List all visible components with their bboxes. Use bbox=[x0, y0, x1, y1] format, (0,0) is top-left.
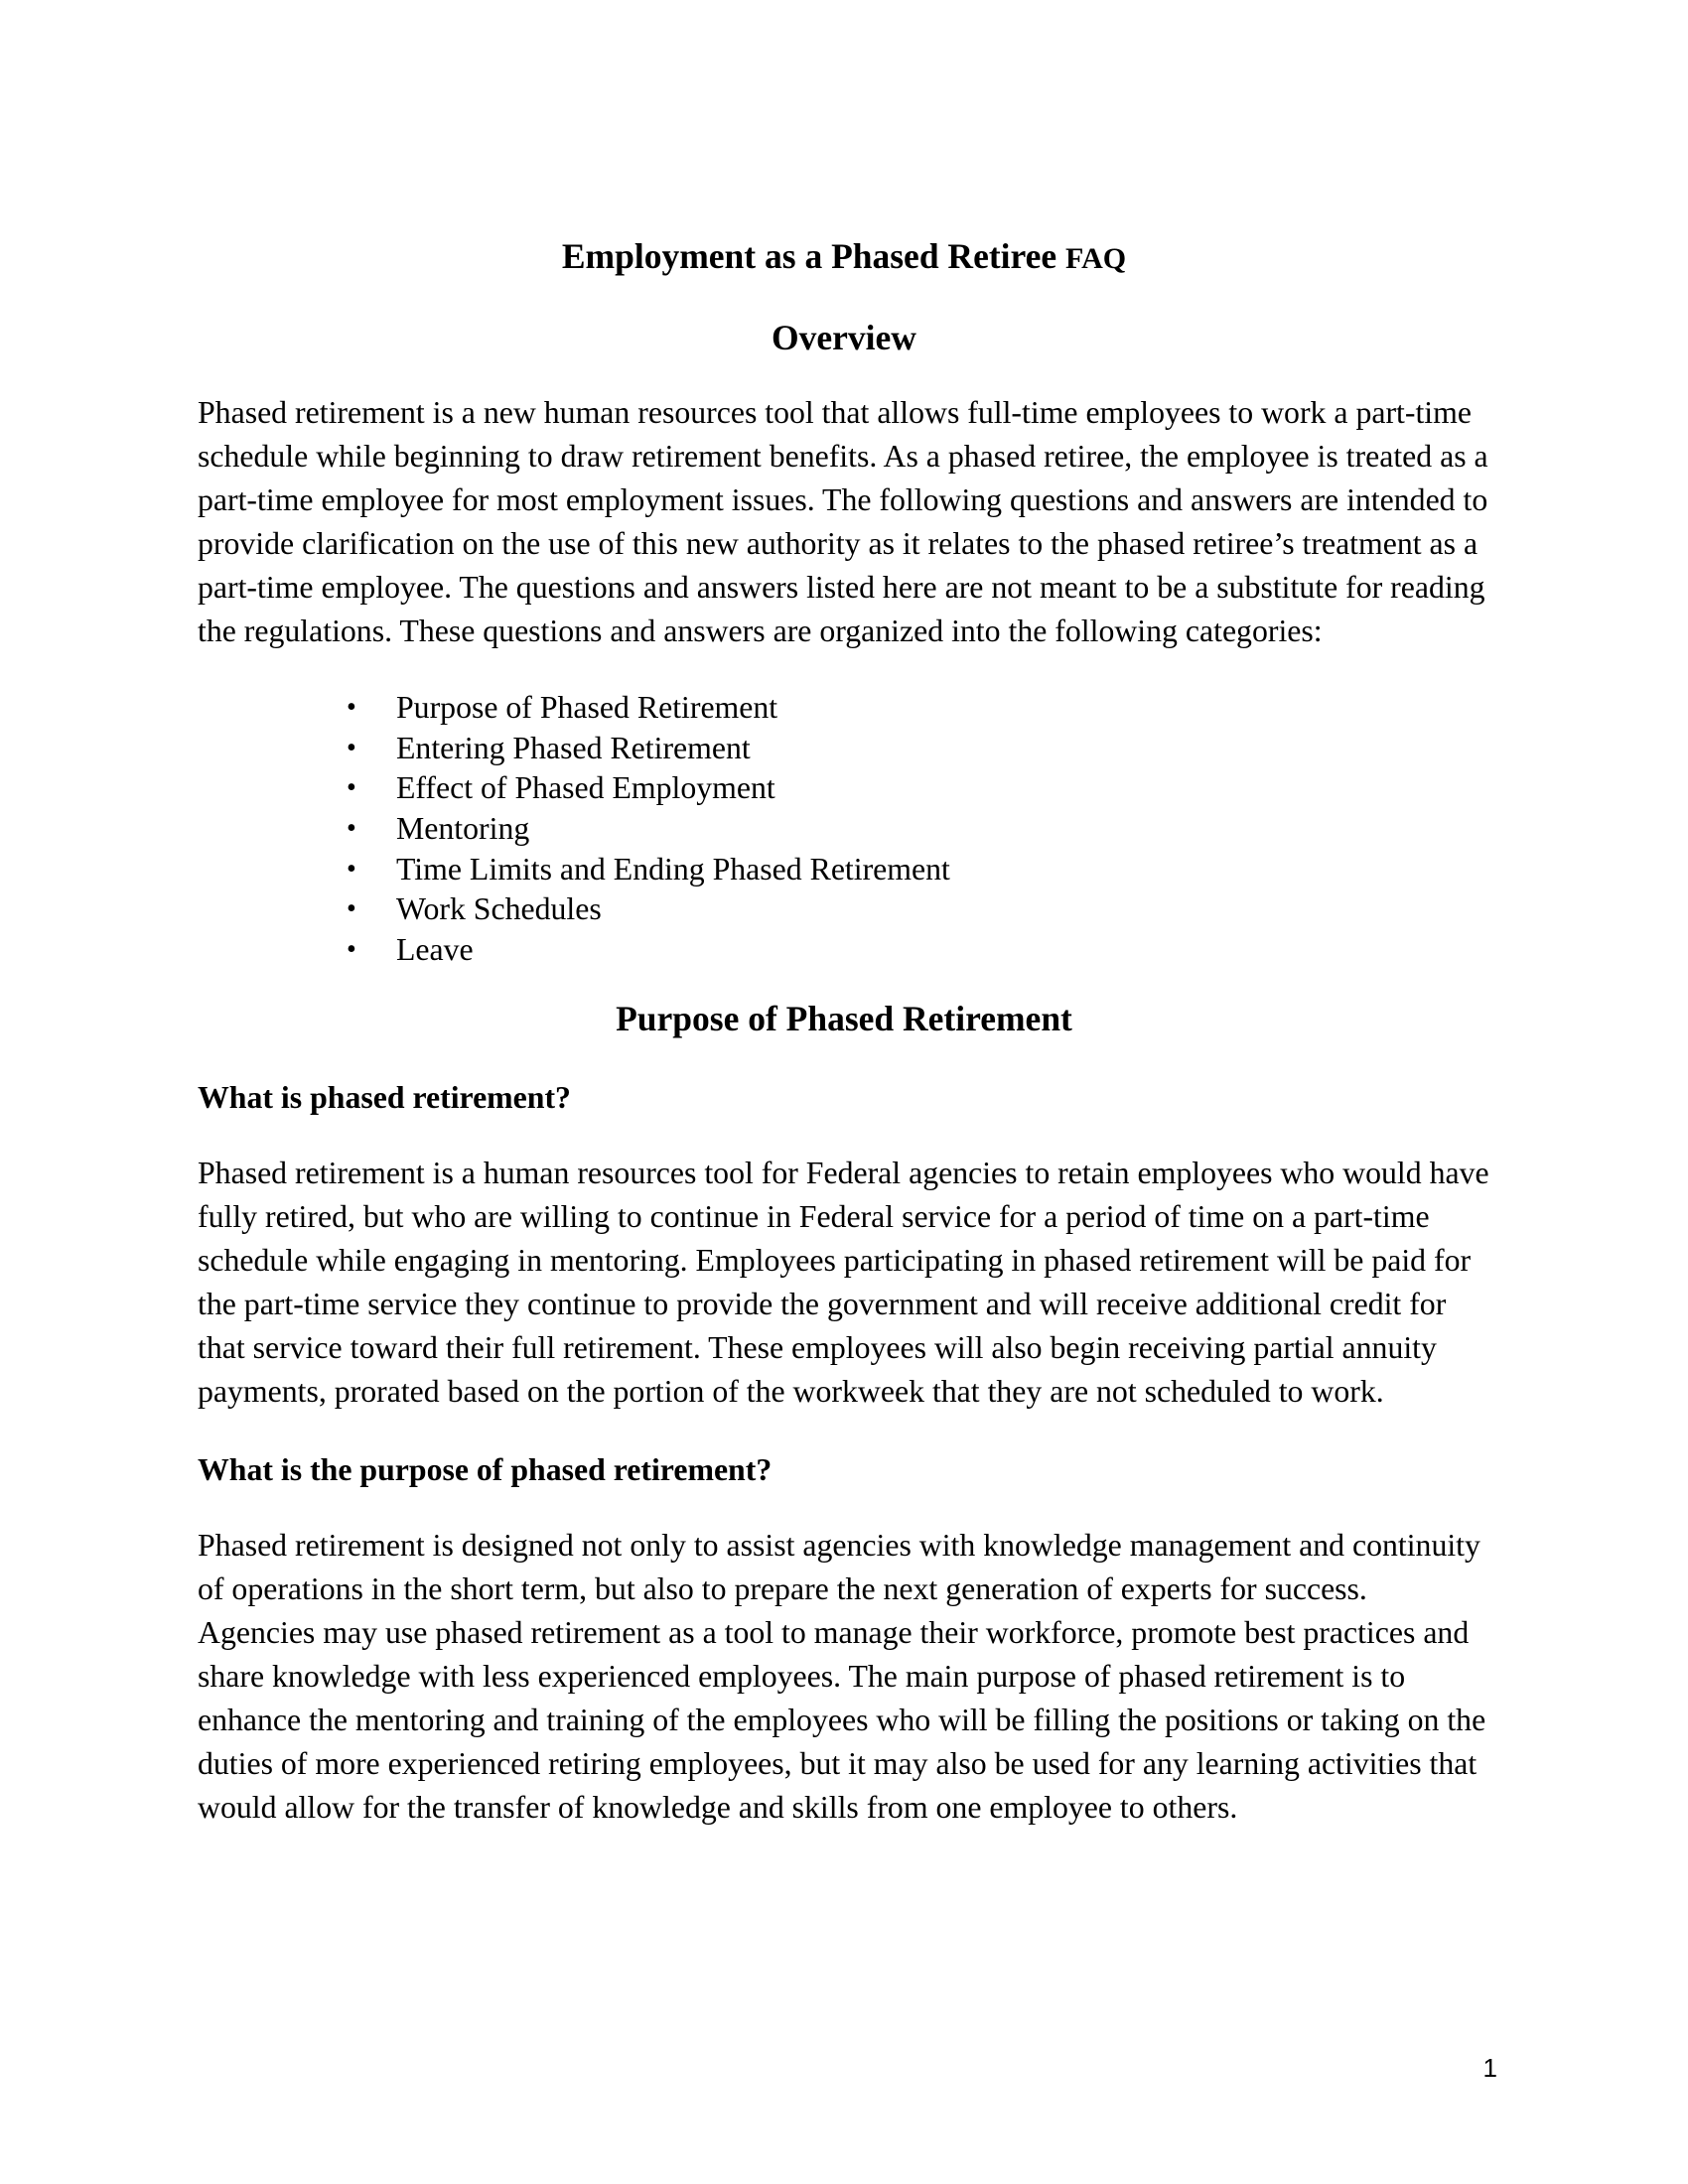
category-label: Leave bbox=[396, 932, 474, 968]
bullet-icon: • bbox=[347, 934, 356, 966]
bullet-icon: • bbox=[347, 813, 356, 845]
faq-answer: Phased retirement is designed not only to assist agencies with knowledge management and continuity of operations in the short term, but also to prepare the next generation of experts for success. Agencies may use phased retirement as a tool to manage their workforce, promote best practices and share knowledge with less experienced employees. The main purpose of phased retirement is to enhance the mentoring and training of the employees who will be filling the positions or taking on the duties of more experienced retiring employees, but it may also be used for any learning activities that would allow for the transfer of knowledge and skills from one employee to others. bbox=[198, 1527, 1486, 1825]
category-list-item bbox=[347, 809, 1490, 850]
purpose-heading: Purpose of Phased Retirement bbox=[616, 998, 1072, 1038]
category-list-item bbox=[347, 889, 1490, 930]
faq-answer: Phased retirement is a human resources tool for Federal agencies to retain employees who would have fully retired, but who are willing to continue in Federal service for a period of time on a part-time schedule while engaging in mentoring. Employees participating in phased retirement will be paid for the part-time service they continue to provide the government and will receive additional credit for that service toward their full retirement. These employees will also begin receiving partial annuity payments, prorated based on the portion of the workweek that they are not scheduled to work. bbox=[198, 1155, 1489, 1409]
document-body bbox=[198, 230, 1490, 1830]
bullet-icon: • bbox=[347, 692, 356, 723]
category-list-item bbox=[347, 729, 1490, 769]
faq-question: What is the purpose of phased retirement? bbox=[198, 1451, 773, 1487]
title-main-text: Employment as a Phased Retiree bbox=[561, 236, 1057, 276]
bullet-icon: • bbox=[347, 732, 356, 763]
category-label: Time Limits and Ending Phased Retirement bbox=[396, 851, 950, 887]
bullet-icon: • bbox=[347, 853, 356, 885]
category-list-item bbox=[347, 688, 1490, 729]
category-label: Mentoring bbox=[396, 811, 530, 847]
category-list-item bbox=[347, 930, 1490, 971]
document-title bbox=[198, 230, 1490, 282]
category-label: Entering Phased Retirement bbox=[396, 730, 751, 765]
title-faq-text: FAQ bbox=[1065, 242, 1127, 275]
category-list-item bbox=[347, 768, 1490, 809]
category-list-item bbox=[347, 850, 1490, 890]
category-label: Work Schedules bbox=[396, 891, 602, 927]
page-number: 1 bbox=[1482, 2053, 1497, 2083]
overview-heading: Overview bbox=[772, 318, 916, 357]
category-label: Purpose of Phased Retirement bbox=[396, 690, 778, 725]
faq-question: What is phased retirement? bbox=[198, 1079, 571, 1115]
category-list bbox=[198, 688, 1490, 971]
bullet-icon: • bbox=[347, 893, 356, 925]
category-label: Effect of Phased Employment bbox=[396, 770, 775, 806]
bullet-icon: • bbox=[347, 772, 356, 804]
overview-paragraph: Phased retirement is a new human resources tool that allows full-time employees to work a part-time schedule while beginning to draw retirement benefits. As a phased retiree, the employee is treated as a part-time employee for most employment issues. The following questions and answers are intended to provide clarification on the use of this new authority as it relates to the phased retiree’s treatment as a part-time employee. The questions and answers listed here are not meant to be a substitute for reading the regulations. These questions and answers are organized into the following categories: bbox=[198, 395, 1488, 648]
